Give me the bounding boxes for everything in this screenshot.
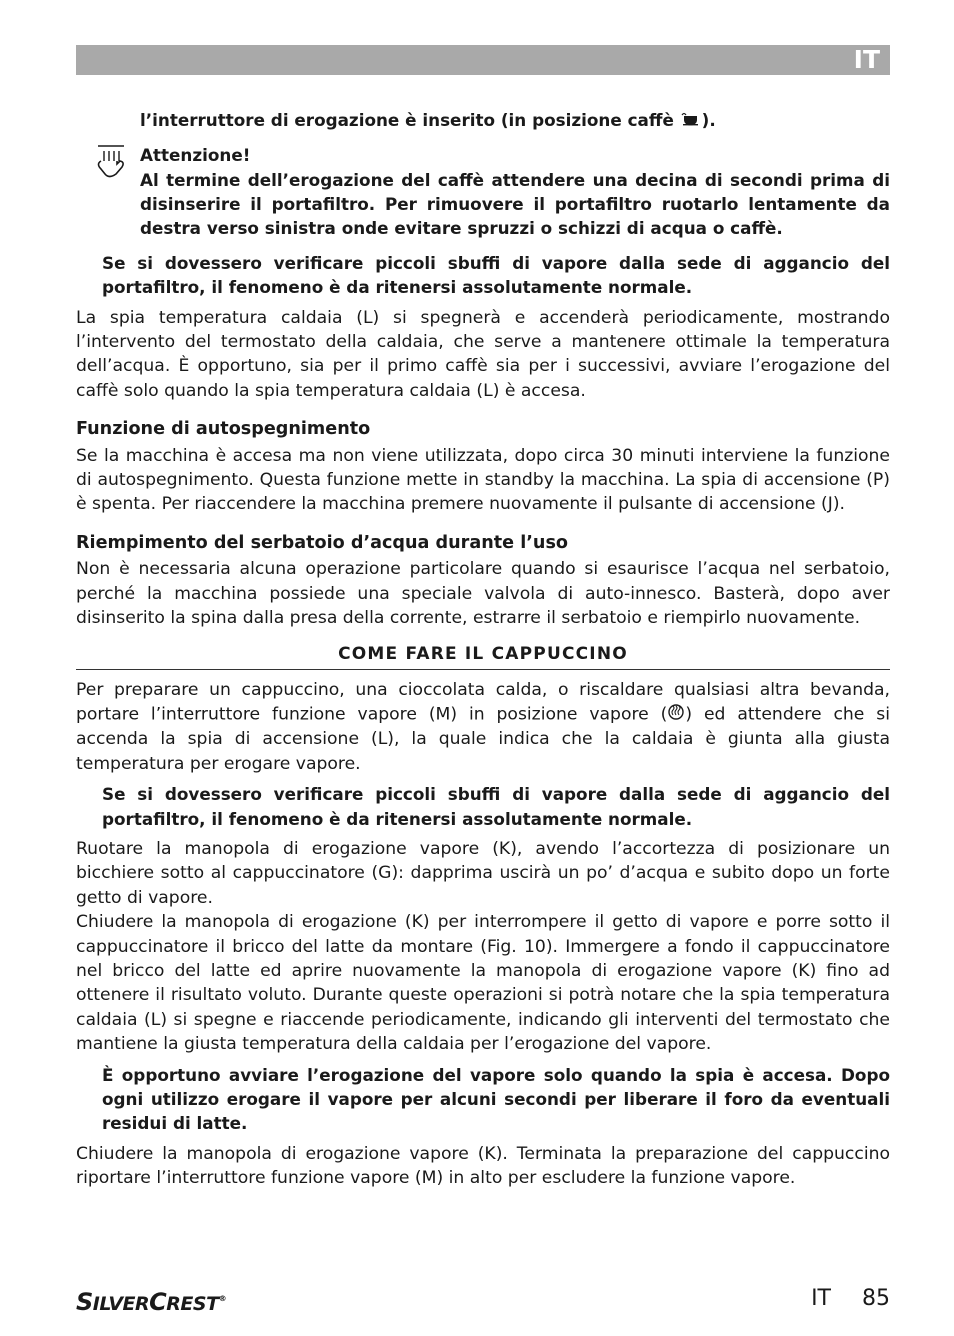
heading-auto-off: Funzione di autospegnimento: [76, 419, 371, 440]
hand-warning-icon: [88, 143, 134, 189]
page-content: [76, 108, 890, 1191]
top-line-text: l’interruttore di erogazione è inserito (in posizione caffè: [140, 110, 674, 130]
paragraph-steam-knob: Ruotare la manopola di erogazione vapore (K), avendo l’accortezza di posizionare un bicchiere sotto al cappuccinatore (G): dapprima uscirà un po’ d’acqua e subito dopo un forte getto di vapore.: [76, 838, 890, 908]
page-number: 85: [862, 1286, 890, 1311]
paragraph-boiler-light: La spia temperatura caldaia (L) si spegnerà e accenderà periodicamente, mostrando l’intervento del termostato della caldaia, che serve a mantenere ottimale la temperatura dell’acqua. È opportuno, sia per il primo caffè sia per i successivi, avviare l’erogazione del caffè solo quando la spia temperatura caldaia (L) è accesa.: [76, 307, 890, 401]
top-line: [76, 108, 890, 133]
footer-lang: IT: [811, 1286, 831, 1311]
language-label: IT: [853, 45, 880, 74]
paragraph-finish: Chiudere la manopola di erogazione vapore (K). Terminata la preparazione del cappuccino riportare l’interruttore funzione vapore (M) in alto per escludere la funzione vapore.: [76, 1143, 890, 1189]
warning-block: [76, 143, 890, 241]
coffee-cup-icon: [680, 109, 702, 133]
paragraph-auto-off: Se la macchina è accesa ma non viene utilizzata, dopo circa 30 minuti interviene la funzione di autospegnimento. Questa funzione mette in standby la macchina. La spia di accensione (P) è spenta. Per riaccendere la macchina premere nuovamente il pulsante di accensione (J).: [76, 445, 890, 515]
paragraph-note-3: È opportuno avviare l’erogazione del vapore solo quando la spia è accesa. Dopo ogni utilizzo erogare il vapore per alcuni secondi per liberare il foro da eventuali residui di latte.: [102, 1064, 890, 1134]
paragraph-note-1: Se si dovessero verificare piccoli sbuffi di vapore dalla sede di aggancio del portafiltro, il fenomeno è da ritenersi assolutamente normale.: [102, 252, 890, 298]
paragraph-steam-switch-a: Per preparare un cappuccino, una cioccolata calda, o riscaldare qualsiasi altra bevanda, portare l’interruttore funzione vapore (M) in posizione vapore (: [76, 679, 890, 725]
heading-refill: Riempimento del serbatoio d’acqua durante l’uso: [76, 532, 569, 553]
page-number-block: [811, 1286, 890, 1311]
warning-text: Al termine dell’erogazione del caffè attendere una decina di secondi prima di disinserire il portafiltro. Per rimuovere il portafiltro ruotarlo lentamente da destra verso sinistra onde evitare spruzzi o schizzi di acqua o caffè.: [140, 169, 890, 239]
paragraph-frothing: Chiudere la manopola di erogazione (K) per interrompere il getto di vapore e porre sotto il cappuccinatore il bricco del latte da montare (Fig. 10). Immergere a fondo il cappuccinatore nel bricco del latte ed aprire nuovamente la manopola di erogazione vapore (K) fino ad ottenere il risultato voluto. Durante queste operazioni si potrà notare che la spia temperatura caldaia (L) si spegne e riaccende periodicamente, indicando gli interventi del termostato che mantiene la giusta temperatura della caldaia per l’erogazione del vapore.: [76, 912, 890, 1055]
brand-logo: SILVERCREST®: [76, 1288, 227, 1316]
steam-icon: [667, 702, 685, 727]
paragraph-refill: Non è necessaria alcuna operazione particolare quando si esaurisce l’acqua nel serbatoio, perché la macchina possiede una speciale valvola di auto-innesco. Basterà, dopo aver disinserito la spina dalla presa della corrente, estrarre il serbatoio e riempirlo nuovamente.: [76, 559, 890, 629]
section-title-cappuccino: COME FARE IL CAPPUCCINO: [76, 641, 890, 670]
paragraph-steam-switch-b: ) ed attendere che si accenda la spia di accensione (L), la quale indica che la caldaia è giunta alla giusta temperatura per erogare vapore.: [76, 704, 891, 774]
warning-title: Attenzione!: [140, 145, 251, 166]
language-header-bar: [76, 45, 890, 75]
paragraph-note-2: Se si dovessero verificare piccoli sbuffi di vapore dalla sede di aggancio del portafiltro, il fenomeno è da ritenersi assolutamente normale.: [102, 784, 890, 829]
top-line-end: ).: [701, 110, 716, 130]
paragraph-steam-switch: [76, 678, 890, 777]
